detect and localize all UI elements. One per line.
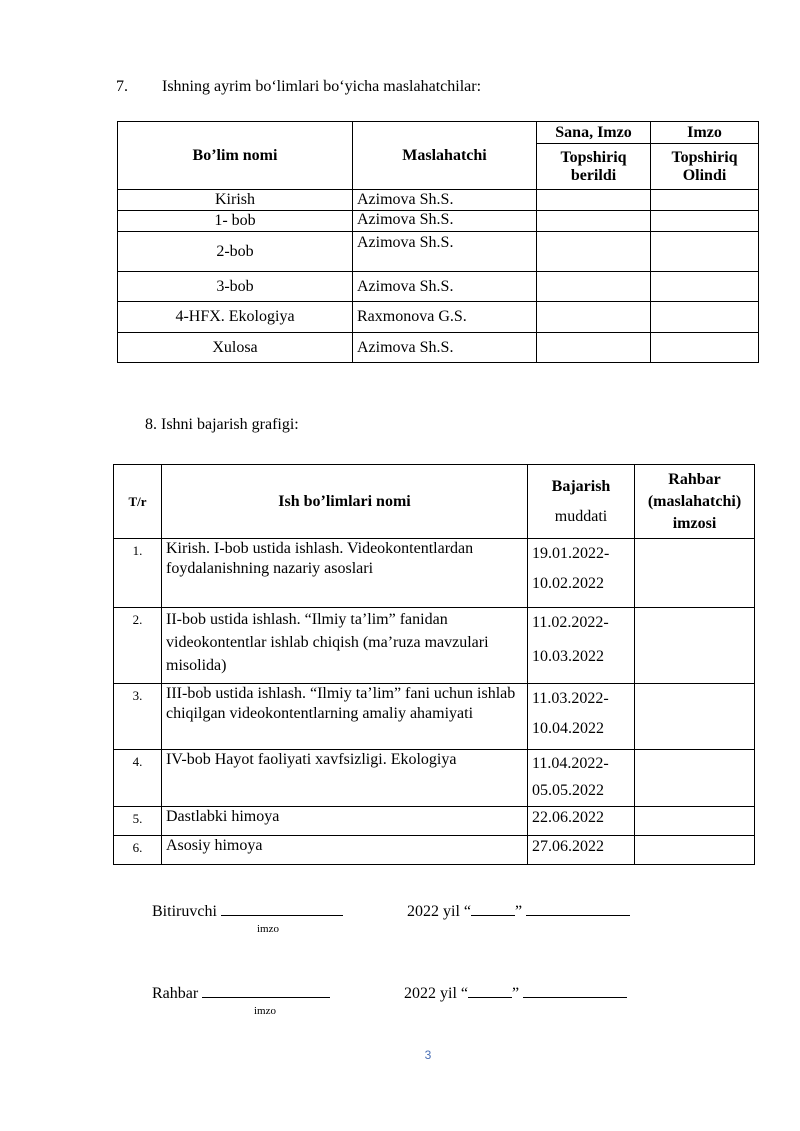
advisors-table bbox=[117, 121, 759, 363]
header-bolim-nomi: Bo’lim nomi bbox=[118, 122, 353, 190]
row-date bbox=[528, 539, 635, 608]
table-row bbox=[118, 302, 759, 333]
row-name: Xulosa bbox=[118, 333, 353, 363]
bitiruvchi-date-row bbox=[407, 901, 630, 921]
signature-cell[interactable] bbox=[635, 807, 755, 836]
header-sana-imzo: Sana, Imzo bbox=[537, 122, 651, 144]
row-number: 4. bbox=[114, 750, 162, 807]
row-title: II-bob ustida ishlash. “Ilmiy ta’lim” fanidan videokontentlar ishlab chiqish (ma’ruza mavzulari misolida) bbox=[162, 608, 528, 684]
date-to: 10.04.2022 bbox=[532, 720, 604, 737]
page-number: 3 bbox=[424, 1048, 432, 1062]
signature-cell[interactable] bbox=[537, 190, 651, 211]
table-row bbox=[118, 272, 759, 302]
row-advisor: Azimova Sh.S. bbox=[353, 272, 537, 302]
row-date bbox=[528, 608, 635, 684]
row-title: Dastlabki himoya bbox=[162, 807, 528, 836]
section8-title: 8. Ishni bajarish grafigi: bbox=[145, 416, 299, 433]
table-row bbox=[114, 608, 755, 684]
header-maslahatchi: Maslahatchi bbox=[353, 122, 537, 190]
year-prefix: 2022 yil “ bbox=[407, 903, 471, 920]
row-title: IV-bob Hayot faoliyati xavfsizligi. Ekologiya bbox=[162, 750, 528, 807]
year-suffix: ” bbox=[515, 903, 523, 920]
signature-cell[interactable] bbox=[651, 232, 759, 272]
signature-cell[interactable] bbox=[635, 539, 755, 608]
month-line[interactable] bbox=[526, 901, 630, 916]
row-advisor: Azimova Sh.S. bbox=[353, 232, 537, 272]
date-from: 19.01.2022- bbox=[532, 545, 610, 562]
rahbar-label: Rahbar bbox=[152, 985, 199, 1002]
row-title: Kirish. I-bob ustida ishlash. Videokontentlardan foydalanishning nazariy asoslari bbox=[162, 539, 528, 608]
row-date: 22.06.2022 bbox=[528, 807, 635, 836]
header-muddati: muddati bbox=[554, 507, 608, 525]
row-number: 2. bbox=[114, 608, 162, 684]
row-number: 6. bbox=[114, 836, 162, 865]
header-bajarish-muddati bbox=[528, 465, 635, 539]
date-from: 11.04.2022- bbox=[532, 755, 609, 772]
row-name: 1- bob bbox=[118, 211, 353, 232]
row-number: 5. bbox=[114, 807, 162, 836]
rahbar-date-row bbox=[404, 983, 627, 1003]
signature-cell[interactable] bbox=[651, 302, 759, 333]
row-advisor: Azimova Sh.S. bbox=[353, 190, 537, 211]
row-advisor: Azimova Sh.S. bbox=[353, 333, 537, 363]
signature-cell[interactable] bbox=[537, 302, 651, 333]
section7-title: Ishning ayrim bo‘limlari bo‘yicha maslahatchilar: bbox=[162, 78, 482, 95]
date-to: 10.03.2022 bbox=[532, 648, 604, 665]
header-bajarish: Bajarish bbox=[551, 477, 611, 495]
table-row bbox=[118, 211, 759, 232]
table-row bbox=[118, 333, 759, 363]
row-number: 3. bbox=[114, 684, 162, 750]
row-name: 4-HFX. Ekologiya bbox=[118, 302, 353, 333]
row-title: Asosiy himoya bbox=[162, 836, 528, 865]
row-advisor: Raxmonova G.S. bbox=[353, 302, 537, 333]
rahbar-signature-line[interactable] bbox=[202, 983, 330, 998]
schedule-table bbox=[113, 464, 755, 865]
header-rahbar: Rahbar (maslahatchi) imzosi bbox=[635, 465, 755, 539]
header-tr: T/r bbox=[114, 465, 162, 539]
signature-cell[interactable] bbox=[537, 211, 651, 232]
signature-cell[interactable] bbox=[635, 750, 755, 807]
signature-cell[interactable] bbox=[651, 211, 759, 232]
row-advisor: Azimova Sh.S. bbox=[353, 211, 537, 232]
table-row bbox=[118, 232, 759, 272]
signature-cell[interactable] bbox=[635, 836, 755, 865]
section7-number: 7. bbox=[116, 78, 128, 95]
signature-cell[interactable] bbox=[635, 608, 755, 684]
year-prefix: 2022 yil “ bbox=[404, 985, 468, 1002]
imzo-caption: imzo bbox=[254, 1005, 276, 1017]
signature-cell[interactable] bbox=[537, 333, 651, 363]
year-suffix: ” bbox=[512, 985, 520, 1002]
header-topshiriq-berildi: Topshiriq berildi bbox=[537, 144, 651, 190]
header-topshiriq-olindi: Topshiriq Olindi bbox=[651, 144, 759, 190]
row-title: III-bob ustida ishlash. “Ilmiy ta’lim” fani uchun ishlab chiqilgan videokontentlarning amaliy ahamiyati bbox=[162, 684, 528, 750]
day-line[interactable] bbox=[471, 901, 515, 916]
signature-cell[interactable] bbox=[651, 190, 759, 211]
date-to: 05.05.2022 bbox=[532, 782, 604, 799]
signature-cell[interactable] bbox=[651, 333, 759, 363]
month-line[interactable] bbox=[523, 983, 627, 998]
row-number: 1. bbox=[114, 539, 162, 608]
table-row bbox=[114, 807, 755, 836]
signature-cell[interactable] bbox=[537, 272, 651, 302]
row-date bbox=[528, 750, 635, 807]
row-date: 27.06.2022 bbox=[528, 836, 635, 865]
day-line[interactable] bbox=[468, 983, 512, 998]
signature-cell[interactable] bbox=[635, 684, 755, 750]
table-row bbox=[114, 750, 755, 807]
row-name: 3-bob bbox=[118, 272, 353, 302]
table-row bbox=[114, 684, 755, 750]
date-to: 10.02.2022 bbox=[532, 575, 604, 592]
row-date bbox=[528, 684, 635, 750]
table-row bbox=[118, 190, 759, 211]
bitiruvchi-signature-row bbox=[152, 901, 343, 921]
header-ish-nomi: Ish bo’limlari nomi bbox=[162, 465, 528, 539]
row-name: Kirish bbox=[118, 190, 353, 211]
header-imzo: Imzo bbox=[651, 122, 759, 144]
signature-cell[interactable] bbox=[537, 232, 651, 272]
table-row bbox=[114, 836, 755, 865]
bitiruvchi-label: Bitiruvchi bbox=[152, 903, 217, 920]
imzo-caption: imzo bbox=[257, 923, 279, 935]
date-from: 11.02.2022- bbox=[532, 614, 609, 631]
rahbar-signature-row bbox=[152, 983, 330, 1003]
row-name: 2-bob bbox=[118, 232, 353, 272]
signature-cell[interactable] bbox=[651, 272, 759, 302]
table-row bbox=[114, 539, 755, 608]
bitiruvchi-signature-line[interactable] bbox=[221, 901, 343, 916]
date-from: 11.03.2022- bbox=[532, 690, 609, 707]
